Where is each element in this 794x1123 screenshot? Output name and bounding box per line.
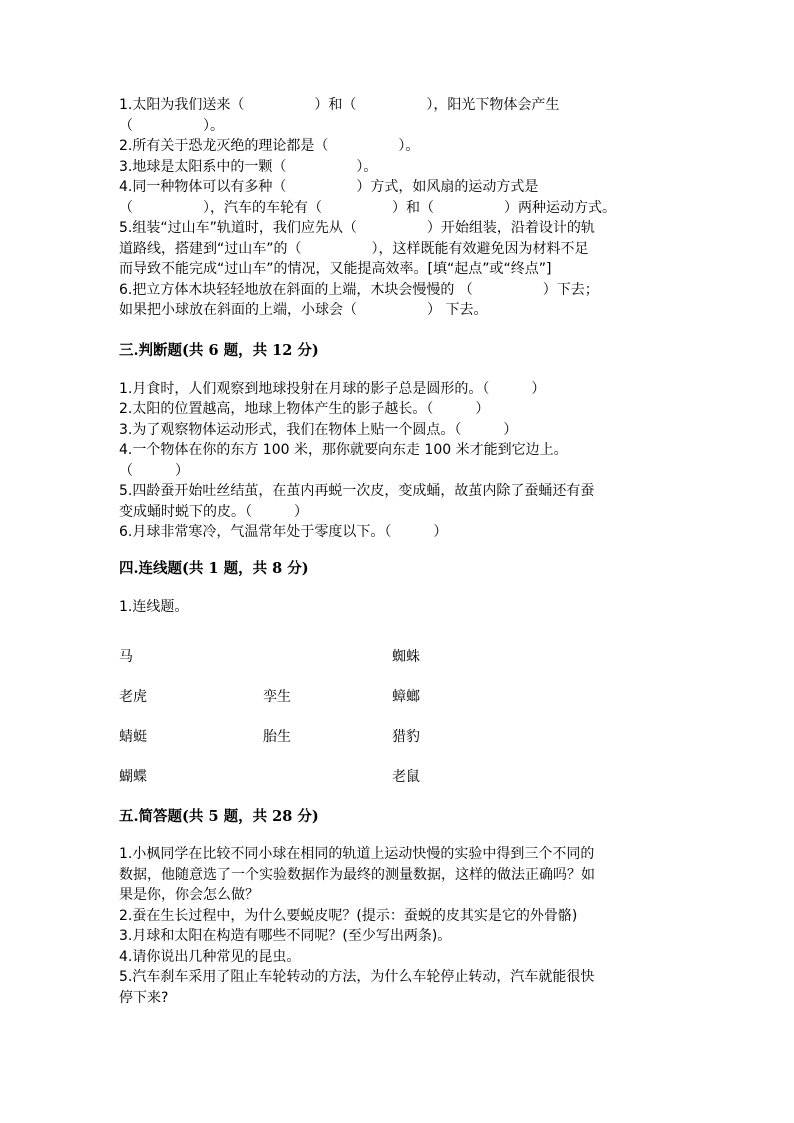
judgement-line: 5.四龄蚕开始吐丝结茧，在茧内再蜕一次皮，变成蛹，故茧内除了蚕蛹还有蚕 <box>119 483 595 499</box>
short-answer-line: 停下来? <box>119 989 169 1006</box>
judgement-line: 2.太阳的位置越高，地球上物体产生的影子越长。（ ） <box>119 401 490 417</box>
short-answer-section <box>119 844 679 1008</box>
matching-row <box>119 687 679 707</box>
fill-blank-line: （ ）。 <box>119 117 224 134</box>
short-answer-line: 4.请你说出几种常见的昆虫。 <box>119 948 301 965</box>
fill-blank-line: 6.把立方体木块轻轻地放在斜面的上端，木块会慢慢的 （ ）下去； <box>119 281 599 298</box>
matching-row <box>119 647 679 667</box>
judgement-line: 4.一个物体在你的东方 100 米，那你就要向东走 100 米才能到它边上。 <box>119 442 568 458</box>
matching-cell-left: 马 <box>119 649 133 665</box>
judgement-section-title: 三.判断题(共 6 题，共 12 分) <box>119 341 319 359</box>
short-answer-line: 3.月球和太阳在构造有哪些不同呢？(至少写出两条)。 <box>119 928 452 944</box>
matching-grid <box>119 627 679 787</box>
matching-row <box>119 727 679 747</box>
fill-blank-line: 1.太阳为我们送来（ ）和（ ），阳光下物体会产生 <box>119 97 560 113</box>
matching-section-title: 四.连线题(共 1 题，共 8 分) <box>119 559 309 577</box>
matching-cell-middle: 孪生 <box>263 689 291 705</box>
fill-blank-line: 5.组装“过山车”轨道时，我们应先从（ ）开始组装，沿着设计的轨 <box>119 220 595 236</box>
fill-blank-line: 道路线，搭建到“过山车”的（ ），这样既能有效避免因为材料不足 <box>119 240 589 257</box>
judgement-line: 3.为了观察物体运动形式，我们在物体上贴一个圆点。（ ） <box>119 421 518 438</box>
short-answer-line: 数据，他随意选了一个实验数据作为最终的测量数据，这样的做法正确吗？如 <box>119 866 595 883</box>
fill-blank-section <box>119 95 679 321</box>
short-answer-section-title: 五.简答题(共 5 题，共 28 分) <box>119 808 319 825</box>
fill-blank-line: 而导致不能完成“过山车”的情况，又能提高效率。[填“起点”或“终点”] <box>119 261 552 277</box>
judgement-section <box>119 379 679 543</box>
short-answer-line: 5.汽车刹车采用了阻止车轮转动的方法，为什么车轮停止转动，汽车就能很快 <box>119 969 595 985</box>
matching-cell-left: 蜻蜓 <box>119 729 147 745</box>
fill-blank-line: （ ），汽车的车轮有（ ）和（ ）两种运动方式。 <box>119 199 616 216</box>
judgement-line: 6.月球非常寒冷，气温常年处于零度以下。（ ） <box>119 524 448 540</box>
judgement-line: 变成蛹时蜕下的皮。（ ） <box>119 503 308 520</box>
short-answer-line: 果是你，你会怎么做？ <box>119 887 259 903</box>
judgement-line: 1.月食时，人们观察到地球投射在月球的影子总是圆形的。（ ） <box>119 380 546 397</box>
judgement-line: （ ） <box>119 462 189 479</box>
fill-blank-line: 4.同一种物体可以有多种（ ）方式，如风扇的运动方式是 <box>119 179 539 195</box>
short-answer-line: 2.蚕在生长过程中，为什么要蜕皮呢？(提示：蚕蜕的皮其实是它的外骨骼) <box>119 907 578 924</box>
matching-cell-right: 蟑螂 <box>392 689 420 705</box>
matching-cell-right: 老鼠 <box>392 769 420 785</box>
matching-row <box>119 767 679 787</box>
worksheet-page <box>119 95 679 1008</box>
fill-blank-line: 2.所有关于恐龙灭绝的理论都是（ ）。 <box>119 138 420 154</box>
fill-blank-line: 如果把小球放在斜面的上端，小球会（ ） 下去。 <box>119 302 488 318</box>
matching-cell-left: 老虎 <box>119 689 147 705</box>
matching-cell-middle: 胎生 <box>263 729 291 745</box>
fill-blank-line: 3.地球是太阳系中的一颗（ ）。 <box>119 158 378 175</box>
matching-question: 1.连线题。 <box>119 598 189 615</box>
matching-cell-right: 猎豹 <box>392 729 420 745</box>
matching-cell-right: 蜘蛛 <box>392 649 420 665</box>
matching-section <box>119 597 679 788</box>
short-answer-line: 1.小枫同学在比较不同小球在相同的轨道上运动快慢的实验中得到三个不同的 <box>119 846 595 862</box>
matching-cell-left: 蝴蝶 <box>119 769 147 785</box>
